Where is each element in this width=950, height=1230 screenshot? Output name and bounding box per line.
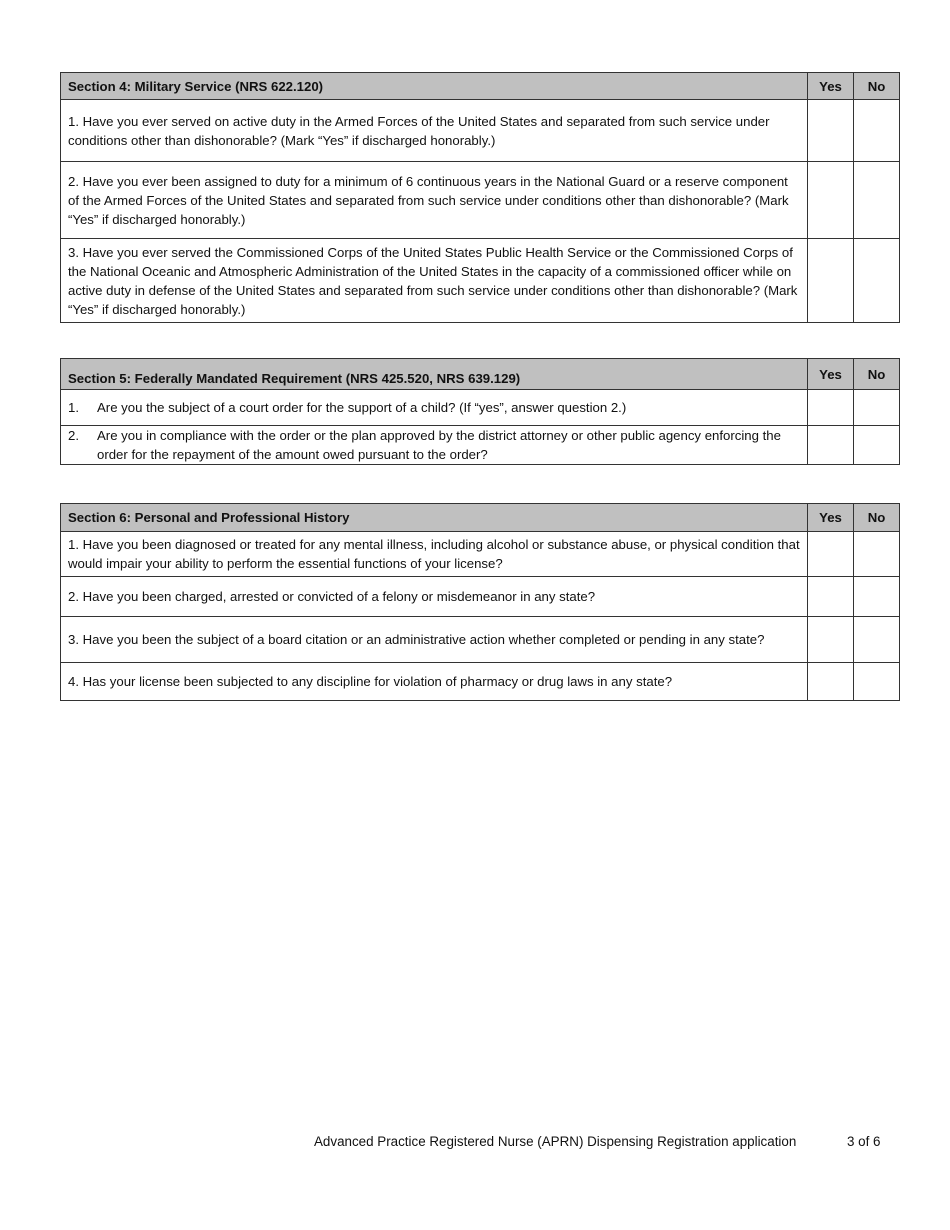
section-4-table (60, 72, 900, 323)
question-text: 2. Have you been charged, arrested or convicted of a felony or misdemeanor in any state? (61, 577, 808, 617)
section-5-table (60, 358, 900, 465)
yes-checkbox[interactable] (808, 100, 854, 162)
section-6-table (60, 503, 900, 701)
question-text: 3. Have you ever served the Commissioned Corps of the United States Public Health Service or the Commissioned Corps of the National Oceanic and Atmospheric Administration of the United States in the capacity of a commissioned officer while on active duty in defense of the United States and separated from such service under conditions other than dishonorable? (Mark “Yes” if discharged honorably.) (61, 239, 808, 323)
question-text: 4. Has your license been subjected to any discipline for violation of pharmacy or drug laws in any state? (61, 663, 808, 701)
question-row (61, 426, 900, 465)
no-checkbox[interactable] (854, 577, 900, 617)
question-body: Are you the subject of a court order for the support of a child? (If “yes”, answer question 2.) (97, 400, 627, 415)
question-row (61, 577, 900, 617)
no-checkbox[interactable] (854, 426, 900, 465)
yes-column-header: Yes (808, 73, 854, 100)
no-checkbox[interactable] (854, 663, 900, 701)
yes-checkbox[interactable] (808, 390, 854, 426)
page-footer (314, 1134, 881, 1149)
question-row (61, 532, 900, 577)
question-row (61, 390, 900, 426)
section-title: Section 6: Personal and Professional History (61, 504, 808, 532)
yes-checkbox[interactable] (808, 577, 854, 617)
yes-checkbox[interactable] (808, 532, 854, 577)
question-text (61, 390, 808, 426)
yes-checkbox[interactable] (808, 426, 854, 465)
question-text: 3. Have you been the subject of a board citation or an administrative action whether completed or pending in any state? (61, 617, 808, 663)
no-checkbox[interactable] (854, 617, 900, 663)
question-number: 2. (68, 428, 79, 443)
no-checkbox[interactable] (854, 390, 900, 426)
question-row (61, 617, 900, 663)
yes-column-header: Yes (808, 359, 854, 390)
question-text: 1. Have you ever served on active duty in the Armed Forces of the United States and separated from such service under conditions other than dishonorable? (Mark “Yes” if discharged honorably.) (61, 100, 808, 162)
question-number: 1. (68, 400, 79, 415)
question-row (61, 239, 900, 323)
yes-column-header: Yes (808, 504, 854, 532)
section-header (61, 73, 900, 100)
question-row (61, 100, 900, 162)
no-column-header: No (854, 359, 900, 390)
yes-checkbox[interactable] (808, 239, 854, 323)
page-number: 3 of 6 (847, 1134, 881, 1149)
section-title: Section 5: Federally Mandated Requirement (NRS 425.520, NRS 639.129) (61, 359, 808, 390)
no-column-header: No (854, 73, 900, 100)
question-text (61, 426, 808, 465)
no-column-header: No (854, 504, 900, 532)
yes-checkbox[interactable] (808, 617, 854, 663)
question-text: 1. Have you been diagnosed or treated for any mental illness, including alcohol or substance abuse, or physical condition that would impair your ability to perform the essential functions of your license? (61, 532, 808, 577)
section-header (61, 504, 900, 532)
no-checkbox[interactable] (854, 532, 900, 577)
footer-title: Advanced Practice Registered Nurse (APRN) Dispensing Registration application (314, 1134, 797, 1149)
yes-checkbox[interactable] (808, 162, 854, 239)
question-row (61, 162, 900, 239)
question-body: Are you in compliance with the order or the plan approved by the district attorney or other public agency enforcing the order for the repayment of the amount owed pursuant to the order? (97, 428, 781, 462)
yes-checkbox[interactable] (808, 663, 854, 701)
no-checkbox[interactable] (854, 100, 900, 162)
no-checkbox[interactable] (854, 162, 900, 239)
question-text: 2. Have you ever been assigned to duty for a minimum of 6 continuous years in the National Guard or a reserve component of the Armed Forces of the United States and separated from such service under conditions other than dishonorable? (Mark “Yes” if discharged honorably.) (61, 162, 808, 239)
section-header (61, 359, 900, 390)
no-checkbox[interactable] (854, 239, 900, 323)
section-title: Section 4: Military Service (NRS 622.120) (61, 73, 808, 100)
question-row (61, 663, 900, 701)
